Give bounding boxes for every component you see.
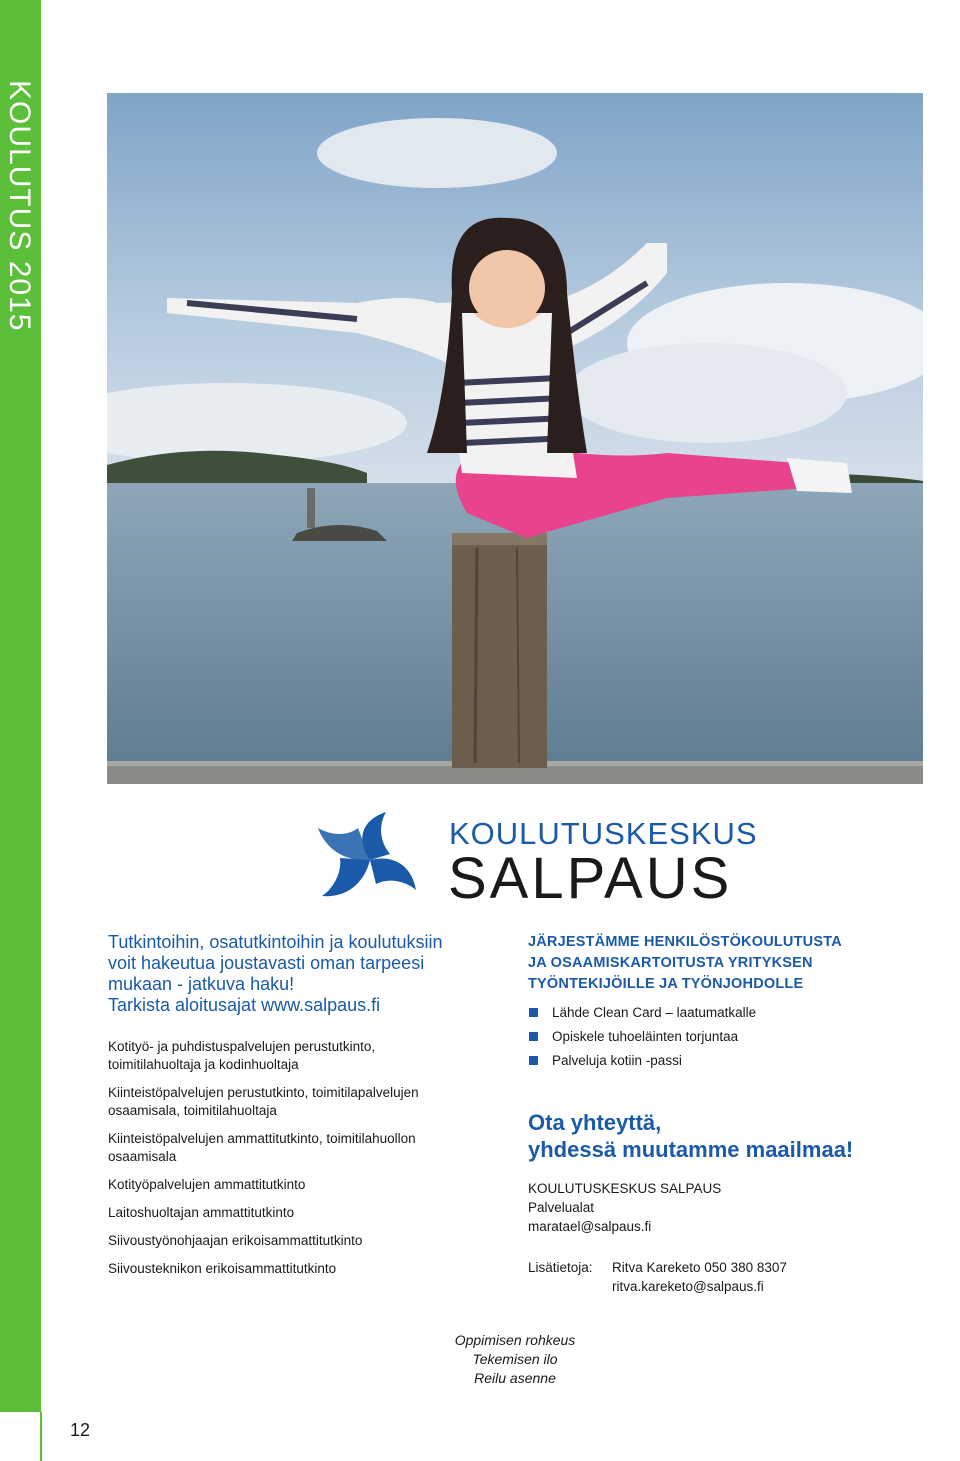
right-heading-line: JÄRJESTÄMME HENKILÖSTÖKOULUTUSTA [528, 934, 842, 950]
headline-line: mukaan - jatkuva haku! [108, 974, 295, 994]
degree-line: Kiinteistöpalvelujen perustutkinto, toimitilapalvelujen [108, 1085, 419, 1100]
degree-item [108, 1204, 518, 1222]
info-row [528, 1258, 928, 1277]
degree-line: toimitilahuoltaja ja kodinhuoltaja [108, 1057, 299, 1072]
right-heading-line: TYÖNTEKIJÖILLE JA TYÖNJOHDOLLE [528, 976, 804, 992]
right-column [528, 932, 928, 1296]
salpaus-swirl-icon [316, 810, 424, 910]
page-number: 12 [70, 1420, 91, 1440]
bullet-item [528, 1025, 928, 1049]
right-heading [528, 932, 928, 995]
square-bullet-icon [529, 1008, 538, 1017]
bullet-text: Lähde Clean Card – laatumatkalle [552, 1005, 757, 1020]
sidebar-strip [0, 0, 41, 1412]
right-heading-line: JA OSAAMISKARTOITUSTA YRITYKSEN [528, 955, 813, 971]
bullet-item [528, 1049, 928, 1073]
info-name-phone: Ritva Kareketo 050 380 8307 [612, 1260, 787, 1275]
value-line: Oppimisen rohkeus [454, 1332, 576, 1348]
contact-department: Palvelualat [528, 1200, 595, 1215]
sidebar-label: KOULUTUS 2015 [3, 80, 36, 332]
degree-item [108, 1260, 518, 1278]
info-row [528, 1277, 928, 1296]
hero-photo [107, 93, 923, 784]
square-bullet-icon [529, 1032, 538, 1041]
left-column [108, 932, 518, 1288]
degree-line: Kotityö- ja puhdistuspalvelujen perustutkinto, [108, 1039, 376, 1054]
page-number-bar [40, 1412, 42, 1461]
salpaus-logo [316, 810, 758, 911]
logo-text-line1: KOULUTUSKESKUS [449, 816, 758, 851]
square-bullet-icon [529, 1056, 538, 1065]
degree-item [108, 1176, 518, 1194]
bullet-item [528, 1001, 928, 1025]
degree-item [108, 1084, 518, 1120]
value-line: Reilu asenne [474, 1370, 556, 1386]
headline-line: Tutkintoihin, osatutkintoihin ja koulutuksiin [108, 932, 443, 952]
hero-photo-illustration [107, 93, 923, 784]
info-label: Lisätietoja: [528, 1260, 593, 1275]
degree-line: osaamisala [108, 1149, 177, 1164]
sidebar-label-wrap [2, 80, 38, 380]
contact-heading-line: yhdessä muutamme maailmaa! [528, 1137, 854, 1162]
value-line: Tekemisen ilo [472, 1351, 558, 1367]
left-headline [108, 932, 518, 1016]
degree-line: osaamisala, toimitilahuoltaja [108, 1103, 277, 1118]
contact-heading-line: Ota yhteyttä, [528, 1110, 662, 1135]
values-block [400, 1331, 630, 1388]
contact-email-link[interactable]: maratael@salpaus.fi [528, 1219, 652, 1234]
degree-line: Kiinteistöpalvelujen ammattitutkinto, toimitilahuollon [108, 1131, 416, 1146]
degree-line: Kotityöpalvelujen ammattitutkinto [108, 1177, 306, 1192]
degree-item [108, 1130, 518, 1166]
bullet-text: Palveluja kotiin -passi [552, 1053, 682, 1068]
contact-organization: KOULUTUSKESKUS SALPAUS [528, 1181, 722, 1196]
degree-line: Laitoshuoltajan ammattitutkinto [108, 1205, 295, 1220]
degree-item [108, 1232, 518, 1250]
contact-heading [528, 1109, 928, 1163]
logo-text-line2: SALPAUS [448, 846, 733, 911]
bullet-text: Opiskele tuhoeläinten torjuntaa [552, 1029, 739, 1044]
degree-item [108, 1038, 518, 1074]
info-block [528, 1258, 928, 1296]
degree-line: Siivousteknikon erikoisammattitutkinto [108, 1261, 337, 1276]
headline-line: voit hakeutua joustavasti oman tarpeesi [108, 953, 425, 973]
degree-line: Siivoustyönohjaajan erikoisammattitutkinto [108, 1233, 363, 1248]
info-email-link[interactable]: ritva.kareketo@salpaus.fi [612, 1279, 764, 1294]
headline-line: Tarkista aloitusajat www.salpaus.fi [108, 995, 381, 1015]
